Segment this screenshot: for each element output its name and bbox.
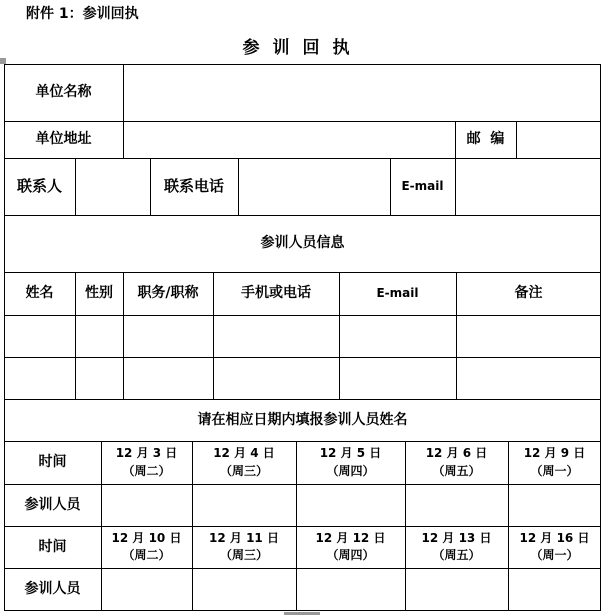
phone-label: 联系电话 <box>163 176 224 195</box>
participant-field[interactable] <box>509 569 600 610</box>
unit-address-field[interactable] <box>124 122 455 158</box>
table-move-handle[interactable] <box>0 58 6 64</box>
participant-field[interactable] <box>297 569 405 610</box>
attachment-label: 附件 1：参训回执 <box>26 6 139 22</box>
date-cell: 12 月 9 日 （周一） <box>523 446 586 478</box>
document-title: 参训回执 <box>242 38 363 58</box>
postcode-label: 邮 编 <box>466 131 505 148</box>
date-cell: 12 月 5 日 （周四） <box>319 446 382 478</box>
schedule-instruction: 请在相应日期内填报参训人员姓名 <box>197 411 408 428</box>
date-cell: 12 月 11 日 （周三） <box>209 530 279 562</box>
participant-field[interactable] <box>297 485 405 526</box>
column-phone: 手机或电话 <box>241 285 311 302</box>
participant-field[interactable] <box>406 569 508 610</box>
trainee-row[interactable] <box>5 316 600 357</box>
date-cell: 12 月 12 日 （周四） <box>315 530 386 562</box>
participant-field[interactable] <box>102 569 192 610</box>
phone-field[interactable] <box>239 159 390 215</box>
participant-field[interactable] <box>406 485 508 526</box>
trainee-row[interactable] <box>5 358 600 399</box>
participants-label: 参训人员 <box>24 496 81 513</box>
participant-field[interactable] <box>193 485 296 526</box>
email-label: E-mail <box>401 178 444 193</box>
trainee-info-header: 参训人员信息 <box>260 235 345 252</box>
contact-label: 联系人 <box>16 176 62 195</box>
email-field[interactable] <box>456 159 600 215</box>
date-cell: 12 月 4 日 （周三） <box>213 446 275 478</box>
column-gender: 性别 <box>85 285 113 302</box>
participant-field[interactable] <box>102 485 192 526</box>
contact-field[interactable] <box>76 159 150 215</box>
column-name: 姓名 <box>25 285 54 302</box>
unit-name-label: 单位名称 <box>35 84 92 101</box>
unit-name-field[interactable] <box>124 65 600 121</box>
date-cell: 12 月 6 日 （周五） <box>425 446 488 478</box>
column-email: E-mail <box>376 285 419 300</box>
date-cell: 12 月 13 日 （周五） <box>421 530 492 562</box>
table-resize-handle[interactable] <box>284 612 320 615</box>
date-cell: 12 月 3 日 （周二） <box>115 446 178 478</box>
column-position: 职务/职称 <box>137 285 199 302</box>
unit-address-label: 单位地址 <box>35 131 92 148</box>
time-label: 时间 <box>38 454 67 471</box>
date-cell: 12 月 16 日 （周一） <box>519 530 590 562</box>
participants-label: 参训人员 <box>24 580 81 597</box>
column-remarks: 备注 <box>514 285 543 302</box>
participant-field[interactable] <box>193 569 296 610</box>
date-cell: 12 月 10 日 （周二） <box>111 530 182 562</box>
participant-field[interactable] <box>509 485 600 526</box>
postcode-field[interactable] <box>517 122 600 158</box>
time-label: 时间 <box>38 538 67 555</box>
